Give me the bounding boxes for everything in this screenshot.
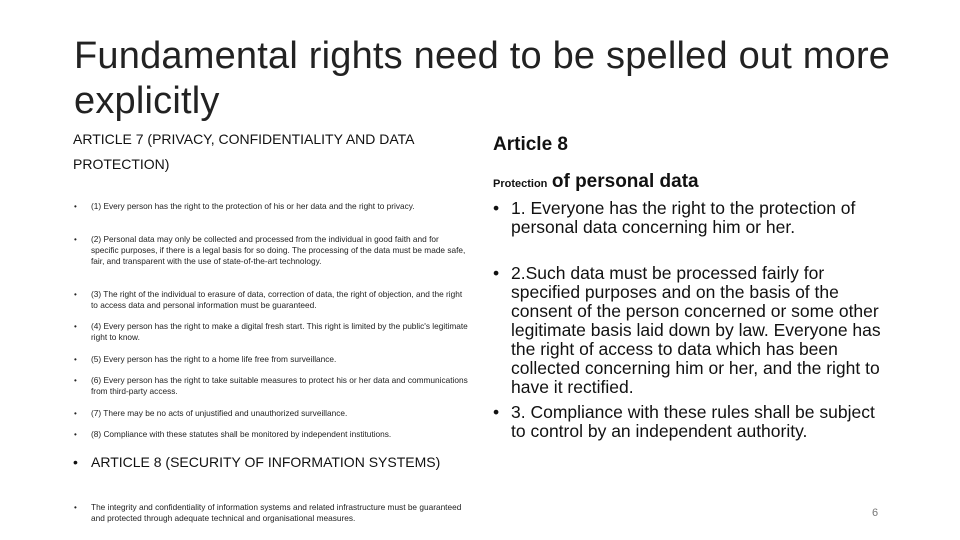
- article8-subtitle-small: Protection: [493, 178, 548, 190]
- article8-item-text: 3. Compliance with these rules shall be subject to control by an independent authority.: [511, 402, 875, 441]
- article8-subtitle-big: of personal data: [551, 171, 699, 192]
- article7-item-2: [73, 234, 468, 267]
- article7-item-text: (8) Compliance with these statutes shall be monitored by independent institutions.: [91, 429, 392, 439]
- article8-title: Article 8: [493, 134, 568, 155]
- bullet-icon: •: [74, 202, 77, 211]
- bullet-icon: •: [74, 376, 77, 385]
- article8-item-1: [493, 199, 891, 237]
- article7-item-5: [73, 354, 468, 365]
- bullet-icon: •: [74, 355, 77, 364]
- article7-item-4: [73, 321, 468, 343]
- bullet-icon: •: [493, 263, 500, 283]
- article7-item-6: [73, 375, 468, 397]
- slide-title: Fundamental rights need to be spelled out more explicitly: [74, 35, 891, 122]
- bullet-icon: •: [74, 235, 77, 244]
- article7-item-8: [73, 429, 468, 440]
- article8-security-heading-text: ARTICLE 8 (SECURITY OF INFORMATION SYSTEMS): [91, 454, 441, 470]
- article7-item-text: (4) Every person has the right to make a digital fresh start. This right is limited by the public's legitimate right to know.: [91, 321, 468, 342]
- article7-heading-line2: PROTECTION): [73, 156, 170, 172]
- article7-item-text: (3) The right of the individual to erasure of data, correction of data, the right of objection, and the right to access data and personal information must be guaranteed.: [91, 289, 463, 310]
- article7-item-7: [73, 408, 468, 419]
- article8-security-heading: [73, 452, 473, 472]
- left-column: [73, 131, 473, 523]
- article8-item-2: [493, 264, 891, 397]
- article8-item-text: 2.Such data must be processed fairly for specified purposes and on the basis of the consent of the person concerned or some other legitimate basis laid down by law. Everyone has the right of access to data which has been collected concerning him or her, and the right to have it rectified.: [511, 263, 881, 397]
- article7-item-text: (5) Every person has the right to a home life free from surveillance.: [91, 354, 337, 364]
- article7-item-text: (6) Every person has the right to take suitable measures to protect his or her data and communications from third-party access.: [91, 375, 468, 396]
- bullet-icon: •: [74, 409, 77, 418]
- article8-item-text: 1. Everyone has the right to the protection of personal data concerning him or her.: [511, 198, 856, 237]
- bullet-icon: •: [74, 322, 77, 331]
- article8-security-item-text: The integrity and confidentiality of information systems and related infrastructure must be guaranteed and protected through adequate technical and organisational measures.: [91, 502, 462, 523]
- bullet-icon: •: [493, 198, 500, 218]
- article7-item-1: [73, 201, 468, 212]
- article7-item-text: (7) There may be no acts of unjustified and unauthorized surveillance.: [91, 408, 348, 418]
- article7-heading: [73, 133, 473, 171]
- bullet-icon: •: [74, 430, 77, 439]
- article8-subtitle: [493, 171, 699, 193]
- bullet-icon: •: [73, 454, 78, 470]
- bullet-icon: •: [74, 290, 77, 299]
- article8-security-item-1: [73, 502, 468, 524]
- article7-item-3: [73, 289, 468, 311]
- article7-item-text: (2) Personal data may only be collected and processed from the individual in good faith and for specific purposes, if there is a legal basis for so doing. The processing of the data must be made safe, fair, and transparent with the use of state-of-the-art technology.: [91, 234, 466, 266]
- article7-item-text: (1) Every person has the right to the protection of his or her data and the right to privacy.: [91, 201, 415, 211]
- article7-heading-line1: ARTICLE 7 (PRIVACY, CONFIDENTIALITY AND DATA: [73, 131, 415, 147]
- page-number: 6: [872, 507, 879, 519]
- article8-item-3: [493, 403, 891, 441]
- bullet-icon: •: [493, 402, 500, 422]
- bullet-icon: •: [74, 503, 77, 512]
